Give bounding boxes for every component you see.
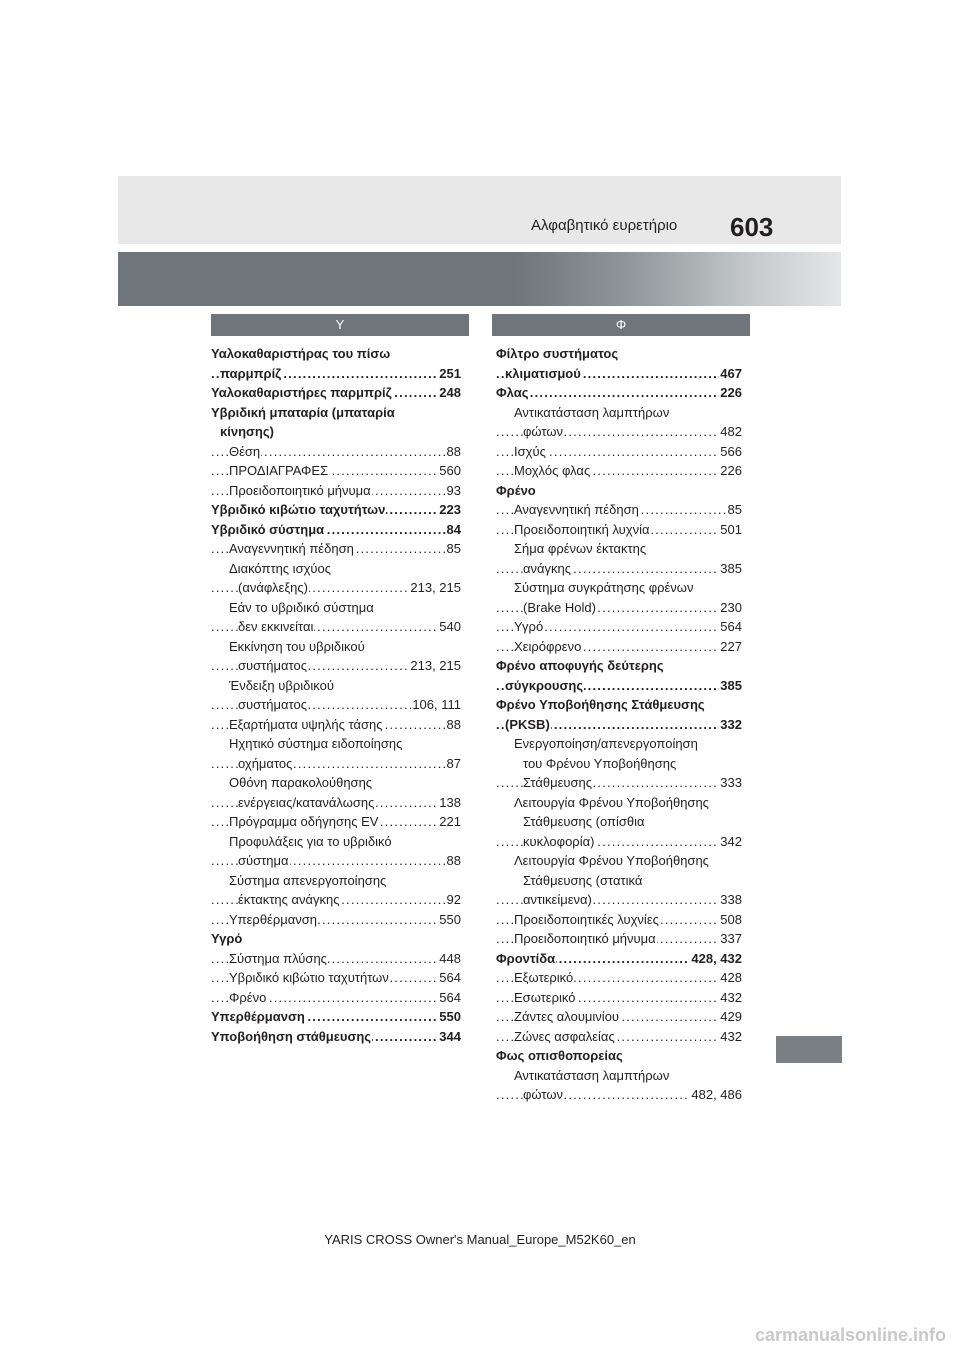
index-entry-text: φώτων [523,1087,563,1102]
index-entry [211,988,461,1008]
index-entry [211,539,461,559]
index-entry-text: Υβριδική μπαταρία (μπαταρία [211,404,395,420]
index-entry-text: Φως οπισθοπορείας [496,1048,623,1063]
index-entry-page: 564 [438,988,461,1008]
index-entry-text: Φίλτρο συστήματος [496,346,619,361]
index-entry-text: δεν εκκινείται [238,619,314,634]
index-entry [211,422,461,442]
index-entry [496,461,742,481]
index-entry [211,832,461,852]
index-entry-text: ανάγκης [523,560,572,576]
index-entry [211,773,461,793]
index-column-left [211,344,461,1046]
index-entry [496,656,742,676]
index-entry [496,637,742,657]
index-entry [496,344,742,364]
index-entry-text: (Brake Hold) [523,599,596,615]
index-entry [211,676,461,696]
index-entry-text: Υβριδικό κιβώτιο ταχυτήτων [211,502,386,517]
index-entry-text: κλιματισμού [505,365,581,381]
index-entry [211,500,461,520]
index-entry-page: 85 [727,500,742,520]
index-entry-text: ενέργειας/κατανάλωσης [238,794,375,810]
index-entry-page: 385 [719,676,742,696]
index-entry-page: 550 [438,910,461,930]
index-entry [496,481,742,501]
index-entry [496,968,742,988]
index-entry-text: έκτακτης ανάγκης [238,892,340,907]
index-entry [496,1066,742,1086]
index-entry-page: 230 [719,598,742,618]
index-entry-text: Θέση [229,443,261,459]
index-entry [496,871,742,891]
index-entry [211,520,461,540]
index-entry [211,461,461,481]
index-entry-text: Οθόνη παρακολούθησης [229,775,373,790]
index-entry-text: Ενεργοποίηση/απενεργοποίηση [514,736,698,751]
index-entry-text: Ζάντες αλουμινίου [514,1009,620,1024]
index-entry-page: 550 [438,1007,461,1027]
index-entry [496,578,742,598]
page-title: Αλφαβητικό ευρετήριο [531,217,678,234]
index-entry-text: σύγκρουσης [505,677,584,693]
index-entry [211,910,461,930]
index-entry-page: 344 [438,1027,461,1047]
index-entry-page: 564 [438,968,461,988]
index-entry-text: Πρόγραμμα οδήγησης EV [229,814,379,829]
index-entry [496,929,742,949]
index-entry-text: Μοχλός φλας [514,463,591,478]
index-entry-text: συστήματος [238,658,307,673]
index-entry [211,578,461,598]
index-entry [211,1007,461,1027]
index-entry-text: φώτων [523,424,563,439]
index-entry [496,676,742,696]
index-entry-page: 333 [719,773,742,793]
index-entry-page: 432 [719,988,742,1008]
index-entry [496,520,742,540]
index-entry [496,1007,742,1027]
index-entry [211,481,461,501]
index-entry [211,617,461,637]
index-entry-text: Υποβοήθηση στάθμευσης [211,1028,372,1044]
index-entry-page: 432 [719,1027,742,1047]
index-entry [496,695,742,715]
index-entry [211,968,461,988]
index-entry-page: 226 [719,461,742,481]
index-entry-page: 88 [446,442,461,462]
index-entry-page: 429 [719,1007,742,1027]
index-entry [496,364,742,384]
index-entry-page: 467 [719,364,742,384]
index-entry-page: 88 [446,715,461,735]
index-entry [211,734,461,754]
index-entry [496,1085,742,1105]
index-entry [211,1027,461,1047]
index-entry-page: 87 [446,754,461,774]
index-entry-text: συστήματος [238,697,307,712]
column-letter-header: Υ [211,314,469,336]
index-entry-text: Εσωτερικό [514,989,576,1005]
index-entry [211,851,461,871]
index-entry-text: Εξωτερικό [514,970,574,985]
index-entry [211,559,461,579]
index-entry-text: Υαλοκαθαριστήρας του πίσω [211,346,391,361]
index-entry-text: (PKSB) [505,716,550,732]
index-entry-page: 223 [438,500,461,520]
index-entry-text: Φρένο [496,482,536,498]
index-entry-text: Στάθμευσης (στατικά [523,872,643,888]
index-entry-text: Προφυλάξεις για το υβριδικό [229,833,392,849]
index-entry-text: Λειτουργία Φρένου Υποβοήθησης [514,853,709,868]
index-entry [211,929,461,949]
index-entry-text: σύστημα [238,853,289,868]
index-entry-page: 85 [446,539,461,559]
index-entry [211,715,461,735]
index-entry-page: 428 [719,968,742,988]
index-entry [496,559,742,579]
index-entry-page: 337 [719,929,742,949]
index-entry-text: Αντικατάσταση λαμπτήρων [514,1067,670,1083]
index-entry-text: Στάθμευσης [523,775,593,790]
index-entry-page: 227 [719,637,742,657]
index-entry-text: Στάθμευσης (οπίσθια [523,814,645,829]
index-entry-page: 213, 215 [409,578,461,598]
index-entry [496,890,742,910]
index-entry [211,442,461,462]
index-entry [496,403,742,423]
index-entry-text: κυκλοφορία) [523,833,595,849]
index-entry [211,754,461,774]
index-entry-page: 92 [446,890,461,910]
index-entry-text: Εξαρτήματα υψηλής τάσης [229,716,383,732]
index-entry-page: 560 [438,461,461,481]
index-entry-text: Εάν το υβριδικό σύστημα [229,599,374,615]
index-entry-page: 482 [719,422,742,442]
index-entry-page: 251 [438,364,461,384]
index-entry [496,988,742,1008]
index-entry-page: 213, 215 [409,656,461,676]
section-band [118,252,841,306]
index-entry-page: 564 [719,617,742,637]
index-entry-page: 508 [719,910,742,930]
index-entry-text: Υγρό [211,931,243,946]
index-entry-page: 338 [719,890,742,910]
index-entry-page: 332 [719,715,742,735]
index-entry [211,403,461,423]
index-entry-page: 138 [438,793,461,813]
index-entry-text: ΠΡΟΔΙΑΓΡΑΦΕΣ [229,463,329,478]
index-entry [496,422,742,442]
index-entry-text: Φρένο Υποβοήθησης Στάθμευσης [496,697,705,712]
index-entry [496,539,742,559]
index-entry [211,656,461,676]
index-entry-page: 342 [719,832,742,852]
index-entry-page: 540 [438,617,461,637]
index-entry-text: Σήμα φρένων έκτακτης [514,541,647,556]
index-entry [496,832,742,852]
index-entry-text: κίνησης) [220,424,274,439]
index-entry [496,442,742,462]
index-entry-text: οχήματος [238,755,293,771]
index-entry-text: του Φρένου Υποβοήθησης [523,755,677,771]
index-entry-text: Φρένο [229,989,267,1005]
index-entry-text: Προειδοποιητικό μήνυμα [514,931,656,946]
index-entry-text: Αναγεννητική πέδηση [514,502,639,517]
index-entry-text: Υπερθέρμανση [211,1009,305,1024]
index-entry [496,949,742,969]
index-entry [211,383,461,403]
index-entry-text: Υβριδικό κιβώτιο ταχυτήτων [229,970,389,985]
watermark: carmanualsonline.info [754,1325,946,1345]
index-entry [211,637,461,657]
index-entry [211,890,461,910]
index-entry-page: 248 [438,383,461,403]
index-entry-text: (ανάφλεξης) [238,580,308,595]
index-entry-page: 88 [446,851,461,871]
index-entry-text: Φροντίδα [496,950,556,966]
index-entry [496,715,742,735]
index-entry-text: Σύστημα απενεργοποίησης [229,872,387,888]
index-entry [211,344,461,364]
column-letter-header: Φ [492,314,750,336]
index-entry-text: Προειδοποιητική λυχνία [514,521,650,537]
index-entry [496,773,742,793]
index-entry-page: 428, 432 [690,949,742,969]
index-entry [496,1027,742,1047]
index-entry-page: 501 [719,520,742,540]
index-entry [496,910,742,930]
index-entry-text: Υαλοκαθαριστήρες παρμπρίζ [211,385,392,400]
index-entry-text: Ζώνες ασφαλείας [514,1028,615,1044]
index-entry [496,812,742,832]
index-entry-page: 221 [438,812,461,832]
index-entry-text: Υπερθέρμανση [229,911,318,927]
index-entry-page: 482, 486 [690,1085,742,1105]
index-entry [496,500,742,520]
index-column-right [496,344,742,1105]
index-entry-text: Ηχητικό σύστημα ειδοποίησης [229,736,403,751]
index-entry-page: 566 [719,442,742,462]
side-thumb-tab [776,1036,842,1063]
index-entry-page: 93 [446,481,461,501]
index-entry-text: Ένδειξη υβριδικού [229,677,334,693]
index-entry [211,949,461,969]
index-entry-page: 385 [719,559,742,579]
index-entry [496,598,742,618]
index-entry-text: Υβριδικό σύστημα [211,521,325,537]
footer-text: YARIS CROSS Owner's Manual_Europe_M52K60_en [324,1232,636,1247]
index-entry-text: Διακόπτης ισχύος [229,560,332,576]
index-entry [496,734,742,754]
index-entry-text: παρμπρίζ [220,365,282,381]
index-entry-text: Χειρόφρενο [514,638,582,654]
index-entry-text: Προειδοποιητικές λυχνίες [514,911,659,927]
index-entry-page: 226 [719,383,742,403]
index-entry [211,598,461,618]
index-entry [211,812,461,832]
index-entry-text: Ισχύς [514,443,546,459]
index-entry-text: αντικείμενα) [523,892,592,907]
index-entry-text: Σύστημα πλύσης [229,950,327,966]
index-entry-text: Αναγεννητική πέδηση [229,541,354,556]
index-entry-text: Υγρό [514,619,544,634]
index-entry-page: 448 [438,949,461,969]
index-entry [496,383,742,403]
index-entry [211,793,461,813]
index-entry-text: Φρένο αποφυγής δεύτερης [496,658,664,673]
index-entry [211,364,461,384]
index-entry [496,754,742,774]
index-entry [211,695,461,715]
index-entry [211,871,461,891]
index-entry-page: 84 [446,520,461,540]
index-entry-text: Λειτουργία Φρένου Υποβοήθησης [514,794,709,810]
index-entry-text: Σύστημα συγκράτησης φρένων [514,580,694,595]
index-entry [496,793,742,813]
index-entry-text: Φλας [496,385,529,400]
index-entry-page: 106, 111 [411,695,461,715]
index-entry [496,851,742,871]
index-entry-text: Προειδοποιητικό μήνυμα [229,482,371,498]
index-entry [496,1046,742,1066]
index-entry-text: Εκκίνηση του υβριδικού [229,638,365,654]
index-entry [496,617,742,637]
index-entry-text: Αντικατάσταση λαμπτήρων [514,404,670,420]
page-number: 603 [730,212,774,242]
